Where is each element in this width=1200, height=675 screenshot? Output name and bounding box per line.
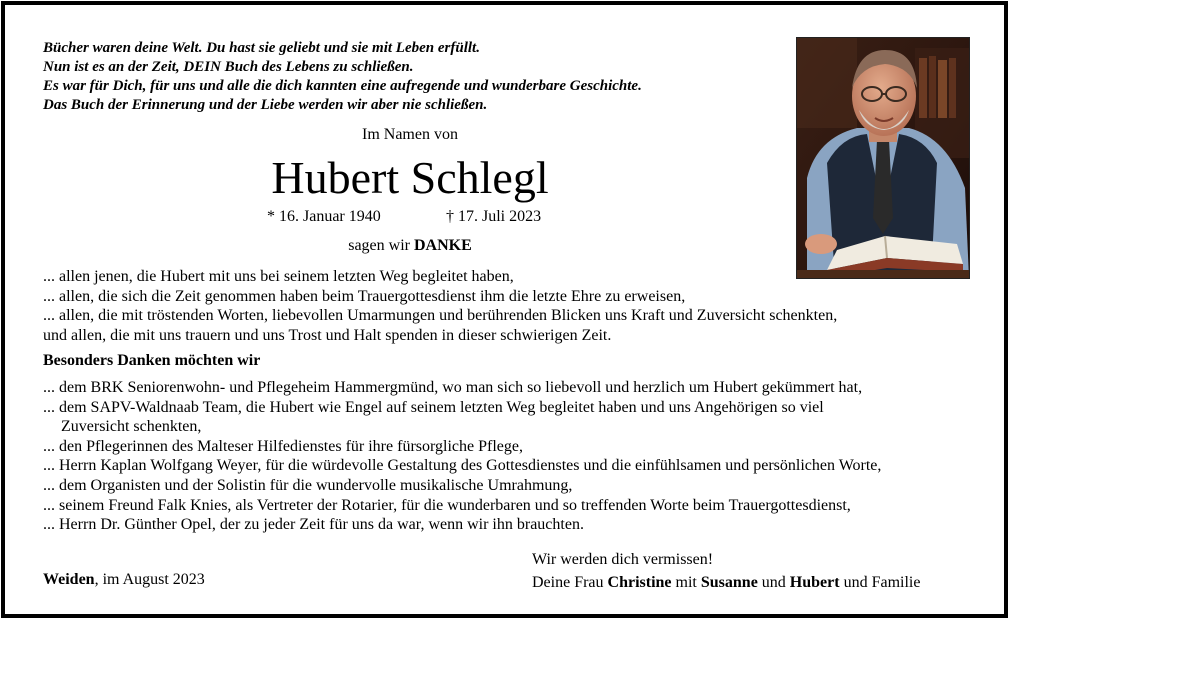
special-line: ... den Pflegerinnen des Malteser Hilfedienstes für ihre fürsorgliche Pflege, bbox=[43, 437, 523, 455]
special-line: ... seinem Freund Falk Knies, als Vertreter der Rotarier, für die wunderbaren und so treffenden Worte beim Trauergottesdienst, bbox=[43, 496, 851, 514]
family-part: und Familie bbox=[839, 574, 921, 591]
family-part: mit bbox=[671, 574, 701, 591]
poem-line: Das Buch der Erinnerung und der Liebe werden wir aber nie schließen. bbox=[43, 97, 488, 113]
family-part: und bbox=[757, 574, 790, 591]
poem-line: Bücher waren deine Welt. Du hast sie geliebt und sie mit Leben erfüllt. bbox=[43, 40, 480, 56]
thanks-prefix: sagen wir bbox=[348, 237, 414, 254]
special-line: ... dem BRK Seniorenwohn- und Pflegeheim Hammergmünd, wo man sich so liebevoll und herzlich um Hubert gekümmert hat, bbox=[43, 379, 863, 396]
death-date: † 17. Juli 2023 bbox=[446, 208, 542, 225]
intro-text: Im Namen von bbox=[362, 126, 458, 143]
thanks-line: ... allen jenen, die Hubert mit uns bei seinem letzten Weg begleitet haben, bbox=[43, 268, 514, 285]
place-date bbox=[43, 571, 205, 589]
thanks-line: ... allen, die sich die Zeit genommen haben beim Trauergottesdienst ihm die letzte Ehre zu erweisen, bbox=[43, 287, 686, 305]
family-name: Susanne bbox=[700, 574, 758, 591]
poem-line: Nun ist es an der Zeit, DEIN Buch des Lebens zu schließen. bbox=[43, 59, 414, 75]
obituary-card bbox=[1, 1, 1008, 618]
family-name: Hubert bbox=[789, 574, 840, 591]
special-thanks-list bbox=[43, 378, 881, 535]
special-line: ... dem Organisten und der Solistin für die wundervolle musikalische Umrahmung, bbox=[43, 476, 573, 494]
place-name: Weiden bbox=[43, 571, 95, 588]
family-name: Christine bbox=[607, 574, 672, 591]
deceased-name: Hubert Schlegl bbox=[271, 152, 549, 203]
birth-date: * 16. Januar 1940 bbox=[267, 208, 381, 225]
thanks-line: ... allen, die mit tröstenden Worten, liebevollen Umarmungen und berührenden Blicken uns Kraft und Zuversicht schenkten, bbox=[43, 307, 838, 324]
thanks-paragraph bbox=[43, 267, 837, 345]
family-signature bbox=[532, 571, 920, 594]
farewell-block bbox=[532, 548, 920, 594]
portrait-photo bbox=[796, 37, 970, 279]
thanks-word: DANKE bbox=[413, 237, 472, 254]
special-line: ... Herrn Dr. Günther Opel, der zu jeder Zeit für uns da war, wenn wir ihn brauchten. bbox=[43, 516, 584, 534]
special-line: ... Herrn Kaplan Wolfgang Weyer, für die würdevolle Gestaltung des Gottesdienstes und die einfühlsamen und persönlichen Worte, bbox=[43, 457, 882, 475]
thanks-statement bbox=[5, 237, 815, 255]
family-part: Deine Frau bbox=[532, 574, 608, 591]
special-line: ... dem SAPV-Waldnaab Team, die Hubert wie Engel auf seinem letzten Weg begleitet haben und uns Angehörigen so viel bbox=[43, 398, 824, 416]
special-line: Zuversicht schenkten, bbox=[61, 418, 202, 436]
place-date-text: , im August 2023 bbox=[94, 571, 205, 588]
special-thanks-heading: Besonders Danken möchten wir bbox=[43, 352, 261, 369]
thanks-line: und allen, die mit uns trauern und uns Trost und Halt spenden in dieser schwierigen Zeit. bbox=[43, 326, 612, 344]
farewell-text: Wir werden dich vermissen! bbox=[532, 551, 714, 568]
poem-line: Es war für Dich, für uns und alle die dich kannten eine aufregende und wunderbare Geschichte. bbox=[43, 78, 642, 94]
poem bbox=[43, 39, 642, 115]
